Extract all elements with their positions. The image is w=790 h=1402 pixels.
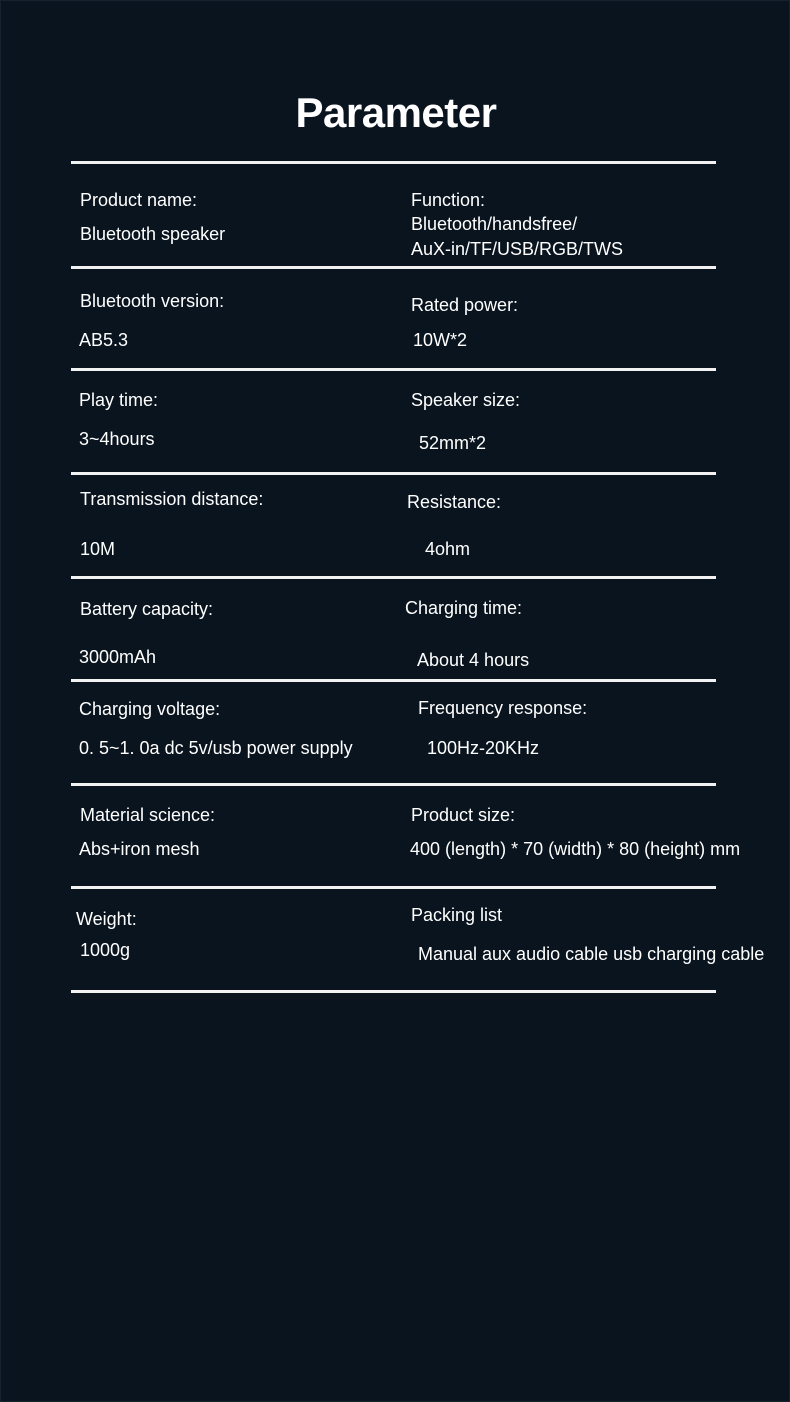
rated-power-value: 10W*2 xyxy=(413,330,468,350)
product-name-value: Bluetooth speaker xyxy=(80,224,226,244)
divider xyxy=(71,679,716,682)
speaker-size-value: 52mm*2 xyxy=(419,433,487,453)
play-time-label: Play time: xyxy=(79,390,159,410)
frequency-response-value: 100Hz-20KHz xyxy=(427,738,540,758)
divider xyxy=(71,161,716,164)
divider xyxy=(71,783,716,786)
transmission-distance-value: 10M xyxy=(80,539,116,559)
packing-list-value: Manual aux audio cable usb charging cable xyxy=(418,944,765,964)
divider xyxy=(71,266,716,269)
divider xyxy=(71,990,716,993)
transmission-distance-label: Transmission distance: xyxy=(80,489,264,509)
packing-list-label: Packing list xyxy=(411,905,503,925)
product-name-label: Product name: xyxy=(80,190,198,210)
product-size-value: 400 (length) * 70 (width) * 80 (height) mm xyxy=(410,839,741,859)
weight-label: Weight: xyxy=(76,909,137,929)
resistance-label: Resistance: xyxy=(407,492,502,512)
charging-time-value: About 4 hours xyxy=(417,650,530,670)
charging-voltage-value: 0. 5~1. 0a dc 5v/usb power supply xyxy=(79,738,353,758)
bluetooth-version-label: Bluetooth version: xyxy=(80,291,225,311)
material-label: Material science: xyxy=(80,805,216,825)
page-title: Parameter xyxy=(295,89,497,136)
divider xyxy=(71,472,716,475)
resistance-value: 4ohm xyxy=(425,539,471,559)
divider xyxy=(71,576,716,579)
rated-power-label: Rated power: xyxy=(411,295,519,315)
charging-voltage-label: Charging voltage: xyxy=(79,699,221,719)
function-value: Bluetooth/handsfree/ AuX-in/TF/USB/RGB/TWS xyxy=(411,214,624,259)
weight-value: 1000g xyxy=(80,940,131,960)
charging-time-label: Charging time: xyxy=(405,598,523,618)
material-value: Abs+iron mesh xyxy=(79,839,200,859)
speaker-size-label: Speaker size: xyxy=(411,390,521,410)
divider xyxy=(71,368,716,371)
bluetooth-version-value: AB5.3 xyxy=(79,330,129,350)
divider xyxy=(71,886,716,889)
battery-capacity-value: 3000mAh xyxy=(79,647,157,667)
function-label: Function: xyxy=(411,190,486,210)
play-time-value: 3~4hours xyxy=(79,429,155,449)
frequency-response-label: Frequency response: xyxy=(418,698,588,718)
battery-capacity-label: Battery capacity: xyxy=(80,599,214,619)
product-size-label: Product size: xyxy=(411,805,516,825)
